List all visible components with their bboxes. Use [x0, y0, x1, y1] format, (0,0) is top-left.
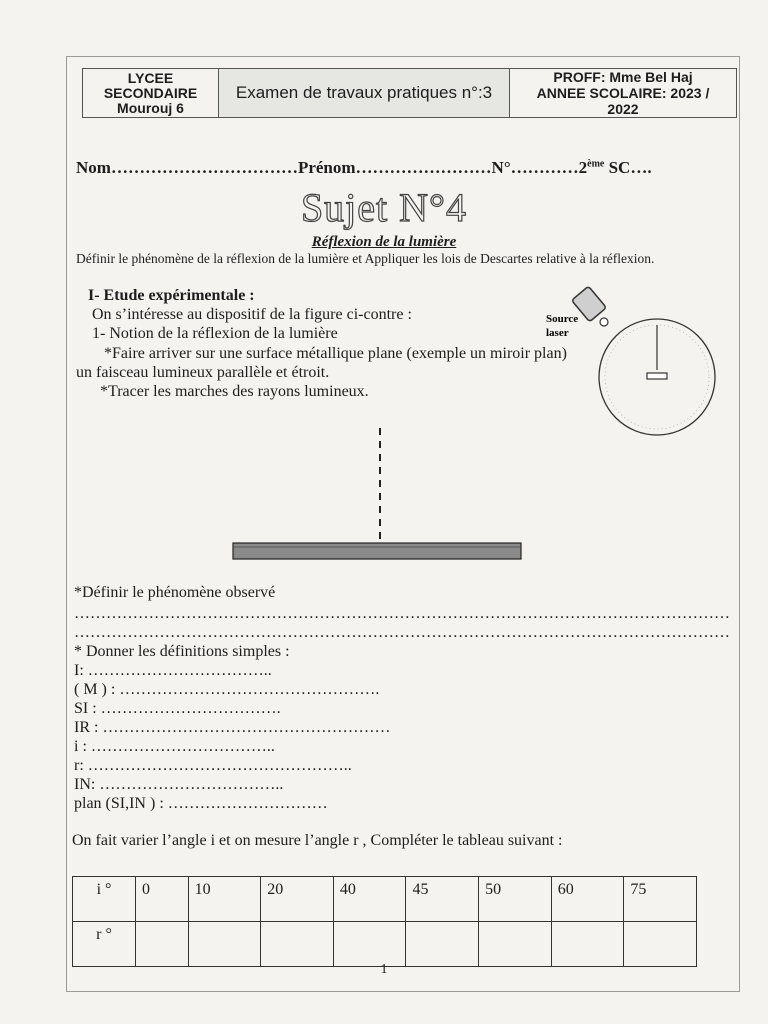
- page-number: 1: [380, 962, 388, 977]
- protractor-disc: [599, 319, 715, 435]
- definition-plan[interactable]: plan (SI,IN ) : …………………………: [74, 795, 328, 812]
- classe-sup: ème: [587, 158, 605, 170]
- table-cell: 50: [479, 877, 552, 922]
- section-line-1: On s’intéresse au dispositif de la figure ci-contre :: [92, 306, 412, 323]
- school-line-3: Mourouj 6: [117, 99, 184, 116]
- exam-title: Examen de travaux pratiques n°:3: [235, 83, 493, 102]
- objective-text: Définir le phénomène de la réflexion de la lumière et Appliquer les lois de Descartes relative à la réflexion.: [76, 251, 655, 266]
- school-line-1: LYCEE: [127, 69, 174, 86]
- section-line-4: un faisceau lumineux parallèle et étroit.: [76, 364, 330, 381]
- numero-field[interactable]: N°…………: [491, 158, 579, 177]
- answer-cell[interactable]: [624, 922, 697, 967]
- mirror-diagram: [225, 420, 525, 565]
- prenom-field[interactable]: Prénom……………………: [297, 158, 492, 177]
- laser-protractor-figure: [540, 280, 740, 450]
- question-table: On fait varier l’angle i et on mesure l’angle r , Compléter le tableau suivant :: [72, 832, 563, 849]
- answer-cell[interactable]: [551, 922, 624, 967]
- definition-IR[interactable]: IR : ………………………………………………: [74, 719, 391, 736]
- definition-SI[interactable]: SI : …………………………….: [74, 700, 281, 717]
- question-define-phenomenon: *Définir le phénomène observé: [74, 584, 276, 601]
- answer-cell[interactable]: [261, 922, 334, 967]
- angles-table: [72, 876, 697, 967]
- answer-cell[interactable]: [333, 922, 406, 967]
- school-year-line-2: 2022: [607, 101, 639, 117]
- table-cell: 0: [136, 877, 189, 922]
- table-row: [73, 877, 697, 922]
- answer-line-1[interactable]: ……………………………………………………………………………………………………………: [74, 605, 730, 622]
- source-label-2: laser: [546, 327, 569, 339]
- table-cell: 20: [261, 877, 334, 922]
- plane-mirror: [233, 543, 521, 559]
- school-year-line-1: ANNEE SCOLAIRE: 2023 /: [536, 85, 710, 101]
- table-cell: 45: [406, 877, 479, 922]
- answer-line-2[interactable]: ……………………………………………………………………………………………………………: [74, 624, 730, 641]
- table-cell: 40: [333, 877, 406, 922]
- section-line-3: *Faire arriver sur une surface métallique plane (exemple un miroir plan): [104, 345, 567, 362]
- section-heading: I- Etude expérimentale :: [88, 287, 255, 304]
- row-label-r: r °: [73, 922, 136, 967]
- teacher-name: PROFF: Mme Bel Haj: [553, 69, 693, 85]
- answer-cell[interactable]: [136, 922, 189, 967]
- exam-title-cell: [219, 69, 510, 117]
- question-definitions: * Donner les définitions simples :: [74, 643, 290, 660]
- source-label-1: Source: [546, 313, 579, 325]
- definition-i[interactable]: i : ……………………………..: [74, 738, 275, 755]
- exam-header: [82, 68, 737, 118]
- teacher-cell: [510, 69, 736, 117]
- classe-num: 2: [578, 158, 588, 177]
- table-cell: 60: [551, 877, 624, 922]
- table-cell: 75: [624, 877, 697, 922]
- page-title: Sujet N°4: [300, 185, 468, 230]
- answer-cell[interactable]: [188, 922, 261, 967]
- row-label-i: i °: [73, 877, 136, 922]
- definition-IN[interactable]: IN: ……………………………..: [74, 776, 284, 793]
- section-line-5: *Tracer les marches des rayons lumineux.: [100, 383, 369, 400]
- definition-M[interactable]: ( M ) : ………………………………………….: [74, 681, 380, 698]
- school-cell: [83, 69, 219, 117]
- nom-field[interactable]: Nom……………………………: [76, 158, 298, 177]
- answer-cell[interactable]: [406, 922, 479, 967]
- table-cell: 10: [188, 877, 261, 922]
- student-info-line: [76, 158, 652, 178]
- classe-field[interactable]: SC….: [604, 158, 652, 177]
- section-line-2: 1- Notion de la réflexion de la lumière: [92, 325, 338, 342]
- answer-cell[interactable]: [479, 922, 552, 967]
- definition-r[interactable]: r: …………………………………………..: [74, 757, 352, 774]
- table-row: [73, 922, 697, 967]
- page-subtitle: Réflexion de la lumière: [311, 234, 457, 250]
- school-line-2: SECONDAIRE: [103, 84, 198, 101]
- definition-I[interactable]: I: ……………………………..: [74, 662, 272, 679]
